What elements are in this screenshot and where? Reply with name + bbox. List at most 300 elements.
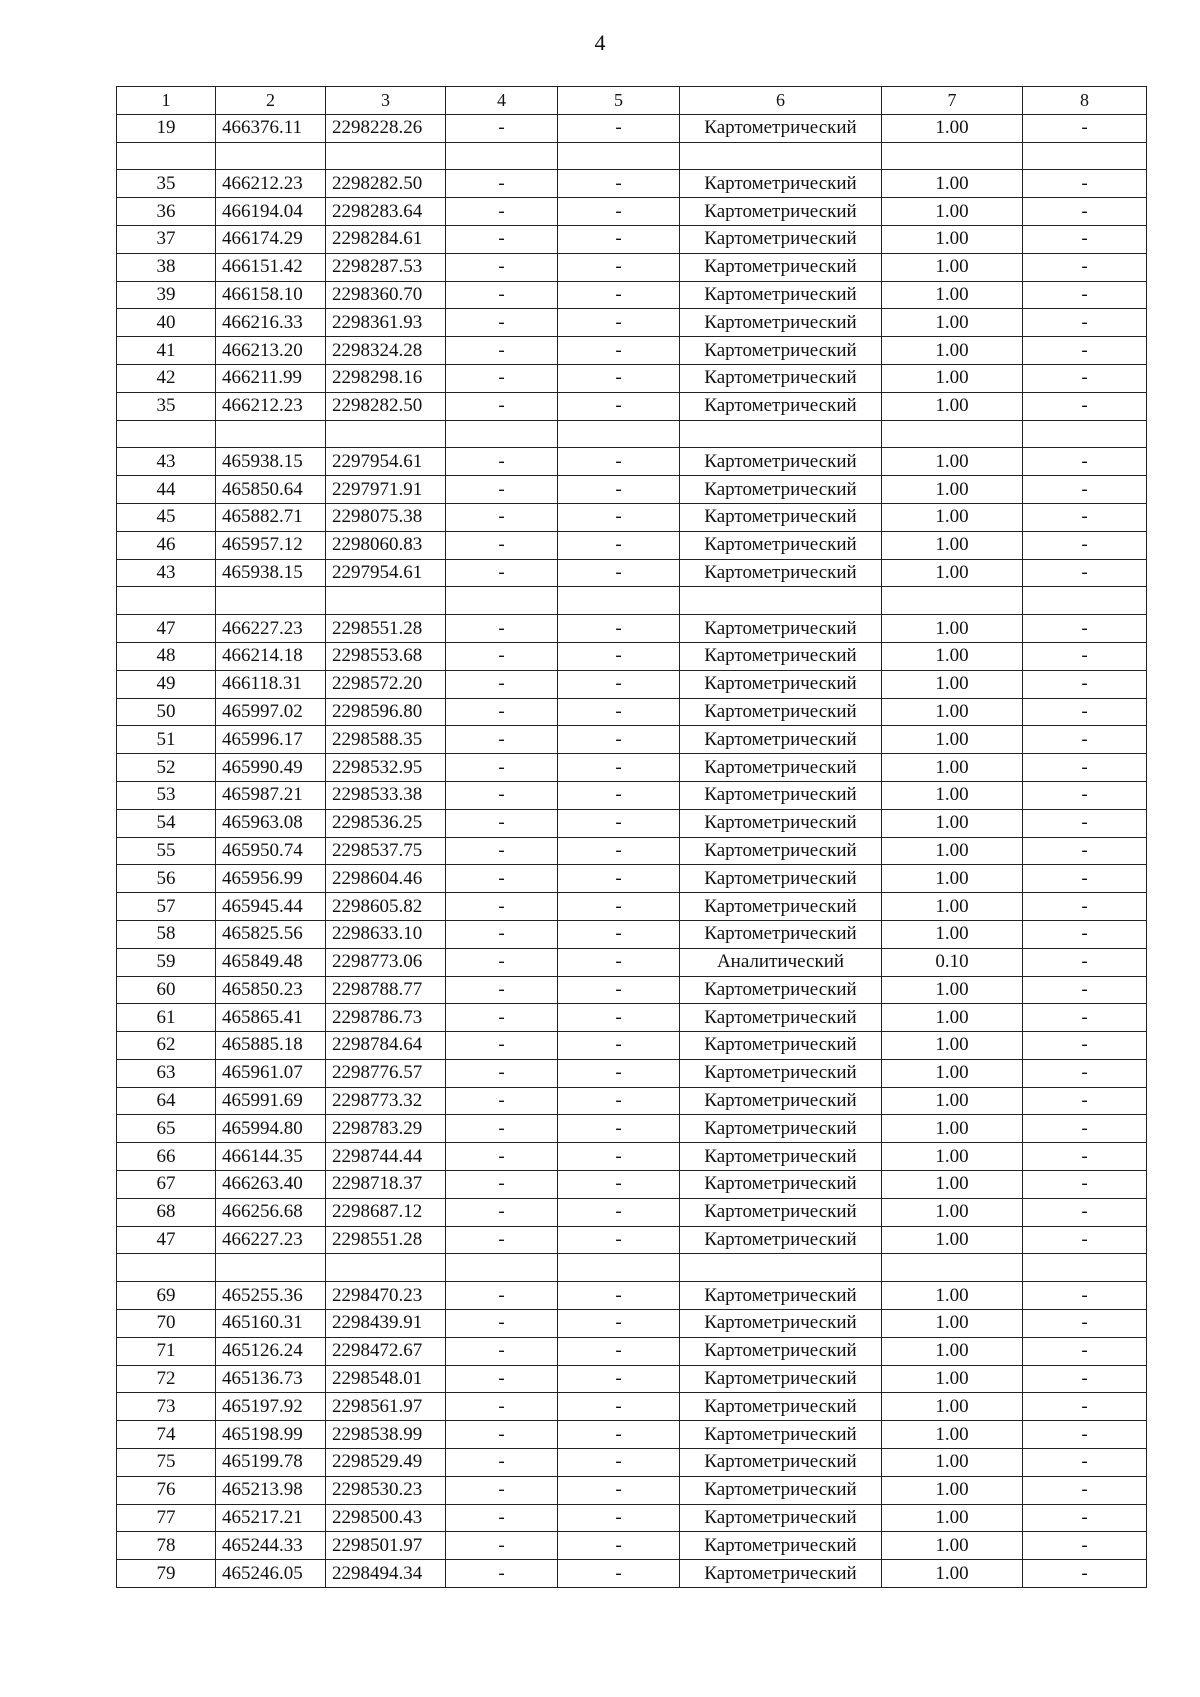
point-number-cell: 70 xyxy=(117,1310,216,1338)
table-row xyxy=(117,309,1147,337)
col5-cell: - xyxy=(558,920,680,948)
point-number-cell: 68 xyxy=(117,1198,216,1226)
table-row xyxy=(117,809,1147,837)
accuracy-cell: 1.00 xyxy=(882,976,1023,1004)
x-coordinate-cell: 466118.31 xyxy=(216,670,326,698)
table-row xyxy=(117,1421,1147,1449)
col5-cell: - xyxy=(558,170,680,198)
y-coordinate-cell: 2298718.37 xyxy=(326,1171,446,1199)
accuracy-cell: 1.00 xyxy=(882,1393,1023,1421)
x-coordinate-cell xyxy=(216,587,326,615)
col8-cell: - xyxy=(1023,448,1147,476)
y-coordinate-cell: 2298548.01 xyxy=(326,1365,446,1393)
accuracy-cell: 1.00 xyxy=(882,531,1023,559)
method-cell: Картометрический xyxy=(680,1004,882,1032)
accuracy-cell: 1.00 xyxy=(882,337,1023,365)
table-row xyxy=(117,1143,1147,1171)
col8-cell: - xyxy=(1023,281,1147,309)
col4-cell: - xyxy=(446,837,558,865)
table-row xyxy=(117,392,1147,420)
col4-cell: - xyxy=(446,392,558,420)
y-coordinate-cell: 2298500.43 xyxy=(326,1504,446,1532)
table-row xyxy=(117,1449,1147,1477)
x-coordinate-cell: 466211.99 xyxy=(216,364,326,392)
accuracy-cell: 1.00 xyxy=(882,476,1023,504)
point-number-cell: 60 xyxy=(117,976,216,1004)
col8-cell: - xyxy=(1023,1059,1147,1087)
col4-cell: - xyxy=(446,1449,558,1477)
method-cell: Картометрический xyxy=(680,364,882,392)
point-number-cell: 52 xyxy=(117,754,216,782)
col8-cell: - xyxy=(1023,1226,1147,1254)
method-cell: Картометрический xyxy=(680,503,882,531)
method-cell: Картометрический xyxy=(680,1226,882,1254)
table-row xyxy=(117,781,1147,809)
table-row xyxy=(117,670,1147,698)
col8-cell: - xyxy=(1023,1143,1147,1171)
col5-cell: - xyxy=(558,392,680,420)
col5-cell: - xyxy=(558,698,680,726)
table-row xyxy=(117,170,1147,198)
col8-cell: - xyxy=(1023,309,1147,337)
point-number-cell: 79 xyxy=(117,1560,216,1588)
coordinates-table-container xyxy=(116,86,1146,1588)
method-cell: Картометрический xyxy=(680,531,882,559)
col5-cell: - xyxy=(558,114,680,142)
col5-cell: - xyxy=(558,1171,680,1199)
col8-cell: - xyxy=(1023,337,1147,365)
col8-cell: - xyxy=(1023,559,1147,587)
col8-cell: - xyxy=(1023,364,1147,392)
col4-cell: - xyxy=(446,1421,558,1449)
accuracy-cell: 1.00 xyxy=(882,865,1023,893)
col4-cell: - xyxy=(446,1115,558,1143)
point-number-cell: 38 xyxy=(117,253,216,281)
point-number-cell: 73 xyxy=(117,1393,216,1421)
x-coordinate-cell xyxy=(216,420,326,448)
x-coordinate-cell: 465950.74 xyxy=(216,837,326,865)
col4-cell: - xyxy=(446,1393,558,1421)
col8-cell: - xyxy=(1023,1032,1147,1060)
x-coordinate-cell: 465198.99 xyxy=(216,1421,326,1449)
point-number-cell: 75 xyxy=(117,1449,216,1477)
col5-cell: - xyxy=(558,670,680,698)
col5-cell: - xyxy=(558,309,680,337)
y-coordinate-cell: 2298537.75 xyxy=(326,837,446,865)
y-coordinate-cell: 2298786.73 xyxy=(326,1004,446,1032)
accuracy-cell: 1.00 xyxy=(882,253,1023,281)
table-row xyxy=(117,1532,1147,1560)
method-cell: Картометрический xyxy=(680,170,882,198)
y-coordinate-cell: 2298532.95 xyxy=(326,754,446,782)
x-coordinate-cell: 465126.24 xyxy=(216,1337,326,1365)
x-coordinate-cell: 465160.31 xyxy=(216,1310,326,1338)
table-row xyxy=(117,1393,1147,1421)
col5-cell: - xyxy=(558,1476,680,1504)
x-coordinate-cell: 465885.18 xyxy=(216,1032,326,1060)
method-cell: Картометрический xyxy=(680,615,882,643)
col5-cell: - xyxy=(558,1087,680,1115)
x-coordinate-cell xyxy=(216,1254,326,1282)
col4-cell: - xyxy=(446,503,558,531)
x-coordinate-cell: 465244.33 xyxy=(216,1532,326,1560)
col5-cell: - xyxy=(558,1198,680,1226)
x-coordinate-cell: 465255.36 xyxy=(216,1282,326,1310)
x-coordinate-cell: 465199.78 xyxy=(216,1449,326,1477)
col5-cell xyxy=(558,420,680,448)
col5-cell: - xyxy=(558,1337,680,1365)
point-number-cell: 57 xyxy=(117,893,216,921)
accuracy-cell: 0.10 xyxy=(882,948,1023,976)
col5-cell: - xyxy=(558,1421,680,1449)
table-row xyxy=(117,920,1147,948)
col4-cell: - xyxy=(446,642,558,670)
col4-cell: - xyxy=(446,1504,558,1532)
accuracy-cell: 1.00 xyxy=(882,281,1023,309)
y-coordinate-cell: 2298561.97 xyxy=(326,1393,446,1421)
col8-cell: - xyxy=(1023,809,1147,837)
col4-cell: - xyxy=(446,893,558,921)
col5-cell: - xyxy=(558,1310,680,1338)
method-cell: Картометрический xyxy=(680,754,882,782)
col5-cell: - xyxy=(558,559,680,587)
x-coordinate-cell: 465990.49 xyxy=(216,754,326,782)
col4-cell: - xyxy=(446,476,558,504)
y-coordinate-cell: 2297954.61 xyxy=(326,559,446,587)
col4-cell: - xyxy=(446,364,558,392)
accuracy-cell: 1.00 xyxy=(882,1282,1023,1310)
table-row xyxy=(117,726,1147,754)
y-coordinate-cell: 2298287.53 xyxy=(326,253,446,281)
col5-cell: - xyxy=(558,1032,680,1060)
accuracy-cell xyxy=(882,420,1023,448)
method-cell: Картометрический xyxy=(680,1449,882,1477)
accuracy-cell: 1.00 xyxy=(882,837,1023,865)
x-coordinate-cell: 465865.41 xyxy=(216,1004,326,1032)
table-row xyxy=(117,615,1147,643)
col4-cell: - xyxy=(446,170,558,198)
point-number-cell: 43 xyxy=(117,448,216,476)
x-coordinate-cell: 465991.69 xyxy=(216,1087,326,1115)
col5-cell: - xyxy=(558,865,680,893)
method-cell: Картометрический xyxy=(680,198,882,226)
col4-cell: - xyxy=(446,309,558,337)
col8-cell: - xyxy=(1023,531,1147,559)
point-number-cell: 56 xyxy=(117,865,216,893)
method-cell: Картометрический xyxy=(680,392,882,420)
col4-cell: - xyxy=(446,670,558,698)
x-coordinate-cell: 465957.12 xyxy=(216,531,326,559)
column-header: 8 xyxy=(1023,87,1147,115)
col5-cell xyxy=(558,1254,680,1282)
accuracy-cell: 1.00 xyxy=(882,893,1023,921)
x-coordinate-cell: 465136.73 xyxy=(216,1365,326,1393)
y-coordinate-cell: 2298538.99 xyxy=(326,1421,446,1449)
y-coordinate-cell: 2298776.57 xyxy=(326,1059,446,1087)
col5-cell: - xyxy=(558,1365,680,1393)
method-cell: Картометрический xyxy=(680,1143,882,1171)
point-number-cell: 43 xyxy=(117,559,216,587)
col8-cell xyxy=(1023,142,1147,170)
col8-cell: - xyxy=(1023,837,1147,865)
point-number-cell: 77 xyxy=(117,1504,216,1532)
x-coordinate-cell: 465945.44 xyxy=(216,893,326,921)
accuracy-cell: 1.00 xyxy=(882,1476,1023,1504)
y-coordinate-cell: 2298536.25 xyxy=(326,809,446,837)
point-number-cell: 54 xyxy=(117,809,216,837)
accuracy-cell: 1.00 xyxy=(882,559,1023,587)
method-cell xyxy=(680,142,882,170)
accuracy-cell: 1.00 xyxy=(882,309,1023,337)
x-coordinate-cell: 466376.11 xyxy=(216,114,326,142)
col4-cell: - xyxy=(446,1282,558,1310)
point-number-cell: 65 xyxy=(117,1115,216,1143)
col4-cell: - xyxy=(446,337,558,365)
y-coordinate-cell: 2298588.35 xyxy=(326,726,446,754)
table-row xyxy=(117,114,1147,142)
method-cell: Картометрический xyxy=(680,809,882,837)
col8-cell: - xyxy=(1023,1337,1147,1365)
col5-cell: - xyxy=(558,1532,680,1560)
col5-cell: - xyxy=(558,948,680,976)
header-row xyxy=(117,87,1147,115)
y-coordinate-cell: 2298744.44 xyxy=(326,1143,446,1171)
col8-cell: - xyxy=(1023,170,1147,198)
col5-cell: - xyxy=(558,1004,680,1032)
col8-cell: - xyxy=(1023,392,1147,420)
table-row xyxy=(117,281,1147,309)
table-row xyxy=(117,1059,1147,1087)
col4-cell: - xyxy=(446,225,558,253)
method-cell: Картометрический xyxy=(680,1365,882,1393)
x-coordinate-cell: 465987.21 xyxy=(216,781,326,809)
method-cell: Картометрический xyxy=(680,1337,882,1365)
col4-cell: - xyxy=(446,809,558,837)
col5-cell: - xyxy=(558,253,680,281)
table-row xyxy=(117,503,1147,531)
col4-cell: - xyxy=(446,726,558,754)
col8-cell: - xyxy=(1023,1198,1147,1226)
table-row xyxy=(117,364,1147,392)
column-header: 5 xyxy=(558,87,680,115)
method-cell: Картометрический xyxy=(680,337,882,365)
col4-cell: - xyxy=(446,531,558,559)
col8-cell: - xyxy=(1023,615,1147,643)
point-number-cell xyxy=(117,142,216,170)
y-coordinate-cell: 2298060.83 xyxy=(326,531,446,559)
accuracy-cell: 1.00 xyxy=(882,920,1023,948)
col4-cell: - xyxy=(446,281,558,309)
col5-cell: - xyxy=(558,448,680,476)
point-number-cell: 55 xyxy=(117,837,216,865)
point-number-cell: 61 xyxy=(117,1004,216,1032)
separator-row xyxy=(117,142,1147,170)
y-coordinate-cell: 2298783.29 xyxy=(326,1115,446,1143)
table-row xyxy=(117,1032,1147,1060)
method-cell: Картометрический xyxy=(680,1059,882,1087)
method-cell: Картометрический xyxy=(680,1087,882,1115)
col4-cell: - xyxy=(446,754,558,782)
column-header: 4 xyxy=(446,87,558,115)
separator-row xyxy=(117,1254,1147,1282)
col5-cell: - xyxy=(558,642,680,670)
col8-cell: - xyxy=(1023,781,1147,809)
column-header: 6 xyxy=(680,87,882,115)
col4-cell: - xyxy=(446,1087,558,1115)
accuracy-cell: 1.00 xyxy=(882,1115,1023,1143)
col4-cell: - xyxy=(446,781,558,809)
y-coordinate-cell: 2298604.46 xyxy=(326,865,446,893)
col8-cell: - xyxy=(1023,642,1147,670)
method-cell: Картометрический xyxy=(680,893,882,921)
coordinates-table xyxy=(116,86,1147,1588)
accuracy-cell: 1.00 xyxy=(882,1004,1023,1032)
method-cell xyxy=(680,587,882,615)
col5-cell: - xyxy=(558,781,680,809)
col5-cell: - xyxy=(558,615,680,643)
accuracy-cell: 1.00 xyxy=(882,1560,1023,1588)
y-coordinate-cell: 2298596.80 xyxy=(326,698,446,726)
x-coordinate-cell: 466216.33 xyxy=(216,309,326,337)
method-cell: Картометрический xyxy=(680,1504,882,1532)
col8-cell: - xyxy=(1023,1365,1147,1393)
table-row xyxy=(117,225,1147,253)
x-coordinate-cell: 465994.80 xyxy=(216,1115,326,1143)
table-row xyxy=(117,198,1147,226)
col8-cell xyxy=(1023,587,1147,615)
method-cell: Аналитический xyxy=(680,948,882,976)
method-cell: Картометрический xyxy=(680,1476,882,1504)
column-header: 1 xyxy=(117,87,216,115)
point-number-cell: 72 xyxy=(117,1365,216,1393)
y-coordinate-cell: 2298439.91 xyxy=(326,1310,446,1338)
col5-cell: - xyxy=(558,476,680,504)
x-coordinate-cell: 466227.23 xyxy=(216,615,326,643)
col5-cell: - xyxy=(558,225,680,253)
col4-cell xyxy=(446,142,558,170)
point-number-cell xyxy=(117,420,216,448)
col4-cell: - xyxy=(446,615,558,643)
y-coordinate-cell: 2298633.10 xyxy=(326,920,446,948)
accuracy-cell: 1.00 xyxy=(882,225,1023,253)
col4-cell xyxy=(446,420,558,448)
accuracy-cell: 1.00 xyxy=(882,1532,1023,1560)
col4-cell: - xyxy=(446,948,558,976)
col4-cell xyxy=(446,587,558,615)
col8-cell: - xyxy=(1023,754,1147,782)
point-number-cell: 40 xyxy=(117,309,216,337)
col5-cell: - xyxy=(558,1115,680,1143)
method-cell: Картометрический xyxy=(680,253,882,281)
point-number-cell: 39 xyxy=(117,281,216,309)
accuracy-cell: 1.00 xyxy=(882,114,1023,142)
x-coordinate-cell: 466213.20 xyxy=(216,337,326,365)
accuracy-cell: 1.00 xyxy=(882,448,1023,476)
point-number-cell xyxy=(117,587,216,615)
method-cell: Картометрический xyxy=(680,837,882,865)
col8-cell: - xyxy=(1023,865,1147,893)
col8-cell: - xyxy=(1023,1310,1147,1338)
accuracy-cell: 1.00 xyxy=(882,726,1023,754)
method-cell: Картометрический xyxy=(680,225,882,253)
col4-cell: - xyxy=(446,114,558,142)
col5-cell: - xyxy=(558,337,680,365)
col8-cell: - xyxy=(1023,948,1147,976)
accuracy-cell: 1.00 xyxy=(882,615,1023,643)
x-coordinate-cell: 465850.23 xyxy=(216,976,326,1004)
col8-cell: - xyxy=(1023,1087,1147,1115)
accuracy-cell: 1.00 xyxy=(882,364,1023,392)
method-cell: Картометрический xyxy=(680,309,882,337)
point-number-cell: 67 xyxy=(117,1171,216,1199)
col5-cell: - xyxy=(558,531,680,559)
point-number-cell: 35 xyxy=(117,170,216,198)
accuracy-cell: 1.00 xyxy=(882,1226,1023,1254)
y-coordinate-cell: 2298282.50 xyxy=(326,170,446,198)
accuracy-cell: 1.00 xyxy=(882,781,1023,809)
x-coordinate-cell: 465963.08 xyxy=(216,809,326,837)
table-row xyxy=(117,837,1147,865)
y-coordinate-cell: 2298529.49 xyxy=(326,1449,446,1477)
col4-cell: - xyxy=(446,448,558,476)
point-number-cell: 71 xyxy=(117,1337,216,1365)
col4-cell: - xyxy=(446,1476,558,1504)
col5-cell: - xyxy=(558,198,680,226)
accuracy-cell xyxy=(882,587,1023,615)
col4-cell: - xyxy=(446,865,558,893)
method-cell: Картометрический xyxy=(680,1421,882,1449)
method-cell: Картометрический xyxy=(680,781,882,809)
col8-cell: - xyxy=(1023,114,1147,142)
x-coordinate-cell: 465996.17 xyxy=(216,726,326,754)
point-number-cell: 19 xyxy=(117,114,216,142)
y-coordinate-cell: 2298228.26 xyxy=(326,114,446,142)
method-cell: Картометрический xyxy=(680,1171,882,1199)
point-number-cell: 36 xyxy=(117,198,216,226)
col4-cell: - xyxy=(446,559,558,587)
x-coordinate-cell: 466263.40 xyxy=(216,1171,326,1199)
accuracy-cell: 1.00 xyxy=(882,170,1023,198)
method-cell: Картометрический xyxy=(680,476,882,504)
y-coordinate-cell: 2297954.61 xyxy=(326,448,446,476)
accuracy-cell: 1.00 xyxy=(882,1310,1023,1338)
accuracy-cell: 1.00 xyxy=(882,1032,1023,1060)
y-coordinate-cell: 2298360.70 xyxy=(326,281,446,309)
x-coordinate-cell: 465938.15 xyxy=(216,559,326,587)
col8-cell: - xyxy=(1023,1393,1147,1421)
col4-cell: - xyxy=(446,1560,558,1588)
method-cell: Картометрический xyxy=(680,1115,882,1143)
col8-cell: - xyxy=(1023,698,1147,726)
point-number-cell: 59 xyxy=(117,948,216,976)
method-cell: Картометрический xyxy=(680,448,882,476)
method-cell: Картометрический xyxy=(680,976,882,1004)
accuracy-cell: 1.00 xyxy=(882,670,1023,698)
point-number-cell: 63 xyxy=(117,1059,216,1087)
point-number-cell: 45 xyxy=(117,503,216,531)
point-number-cell: 46 xyxy=(117,531,216,559)
table-row xyxy=(117,253,1147,281)
col8-cell: - xyxy=(1023,1115,1147,1143)
table-row xyxy=(117,1115,1147,1143)
col5-cell: - xyxy=(558,809,680,837)
col4-cell: - xyxy=(446,1004,558,1032)
accuracy-cell: 1.00 xyxy=(882,1198,1023,1226)
col4-cell: - xyxy=(446,1171,558,1199)
accuracy-cell: 1.00 xyxy=(882,754,1023,782)
y-coordinate-cell xyxy=(326,420,446,448)
accuracy-cell xyxy=(882,1254,1023,1282)
